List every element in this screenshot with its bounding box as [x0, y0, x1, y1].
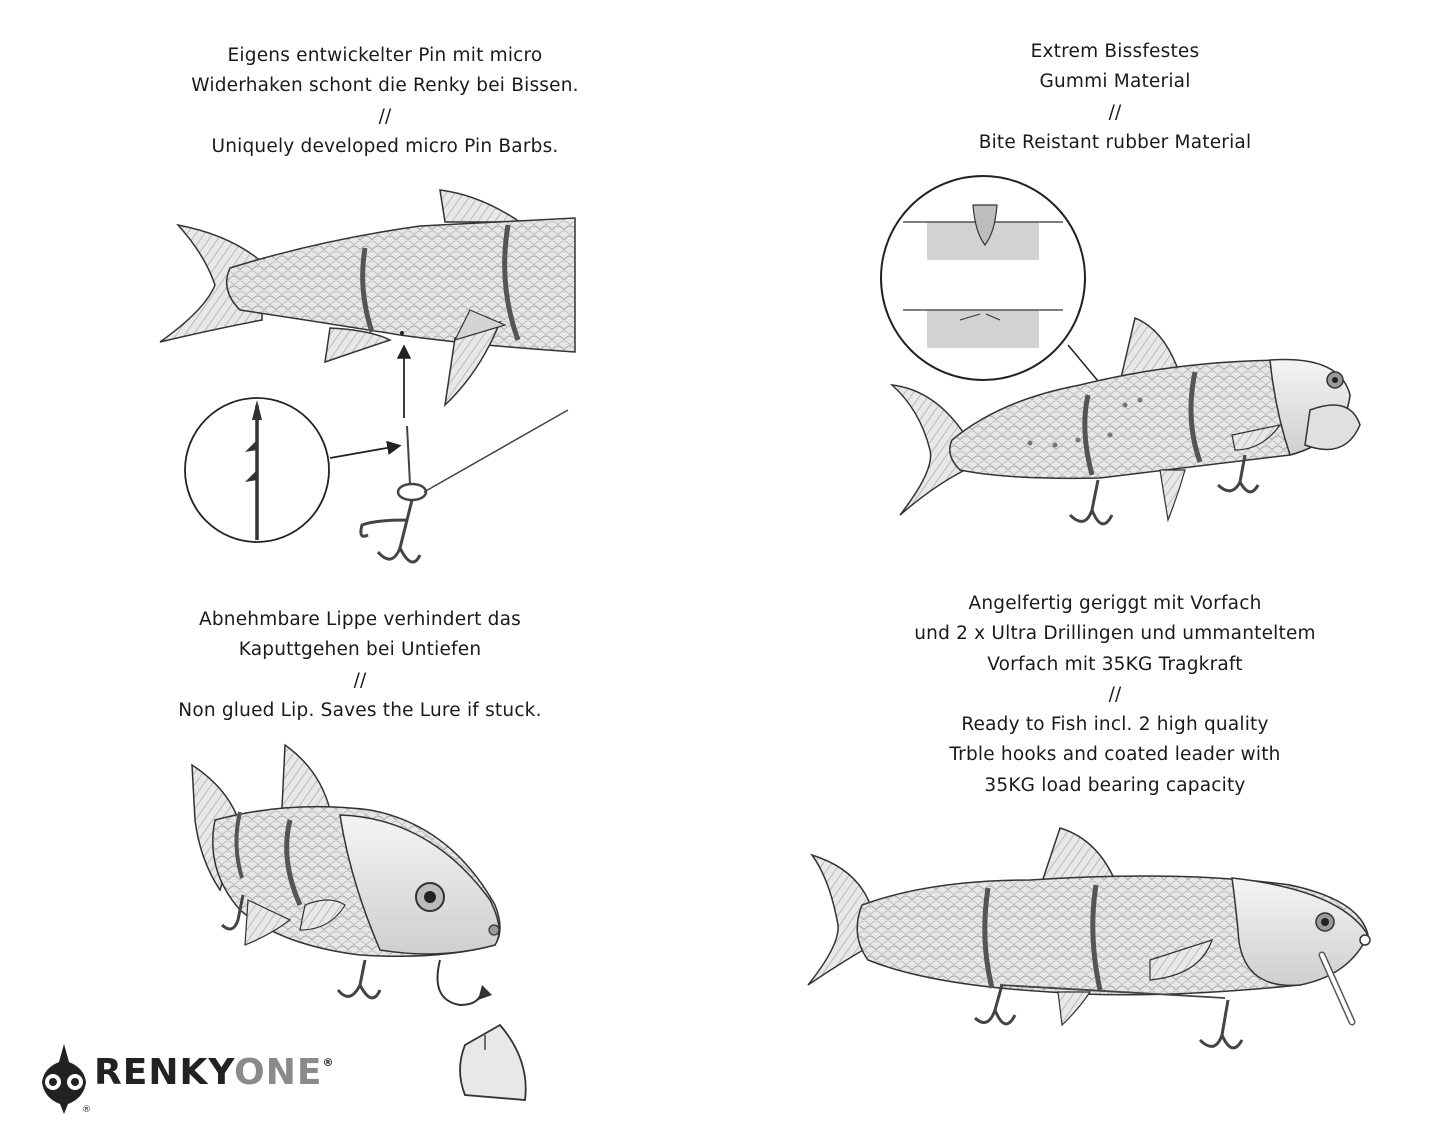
rigged-fish-illustration [808, 828, 1370, 1048]
rigged-caption-en-1: Ready to Fish incl. 2 high quality [961, 714, 1269, 736]
pin-caption-separator: // [378, 105, 392, 127]
rigged-caption-en-2: Trble hooks and coated leader with [949, 744, 1281, 766]
lip-caption-en-1: Non glued Lip. Saves the Lure if stuck. [178, 699, 542, 721]
rigged-caption-en-3: 35KG load bearing capacity [984, 774, 1246, 796]
brand-name-part2: ONE [234, 1052, 323, 1093]
lip-caption-de-1: Abnehmbare Lippe verhindert das [199, 609, 521, 630]
registered-mark: ® [322, 1056, 335, 1069]
pin-caption-de-2: Widerhaken schont die Renky bei Bissen. [191, 75, 579, 97]
brand-name-part1: RENKY [94, 1052, 235, 1093]
lip-caption-de-2: Kaputtgehen bei Untiefen [238, 639, 482, 661]
material-caption-separator: // [1108, 101, 1122, 123]
bite-resistant-material-illustration [881, 176, 1360, 524]
rigged-caption-de-3: Vorfach mit 35KG Tragkraft [987, 653, 1243, 675]
rigged-caption-de-1: Angelfertig geriggt mit Vorfach [968, 593, 1262, 614]
brand-name [94, 1052, 334, 1093]
material-caption-en-1: Bite Reistant rubber Material [978, 131, 1252, 153]
material-caption-de-2: Gummi Material [1039, 71, 1191, 93]
lip-caption-separator: // [353, 669, 367, 691]
material-caption-de-1: Extrem Bissfestes [1030, 41, 1200, 62]
rigged-caption-separator: // [1108, 683, 1122, 705]
pin-caption-de-1: Eigens entwickelter Pin mit micro [227, 45, 543, 66]
rigged-caption-de-2: und 2 x Ultra Drillingen und ummanteltem [914, 623, 1316, 645]
pin-barb-illustration [160, 190, 575, 562]
pin-caption-en-1: Uniquely developed micro Pin Barbs. [211, 135, 559, 157]
svg-text:®: ® [82, 1105, 91, 1115]
